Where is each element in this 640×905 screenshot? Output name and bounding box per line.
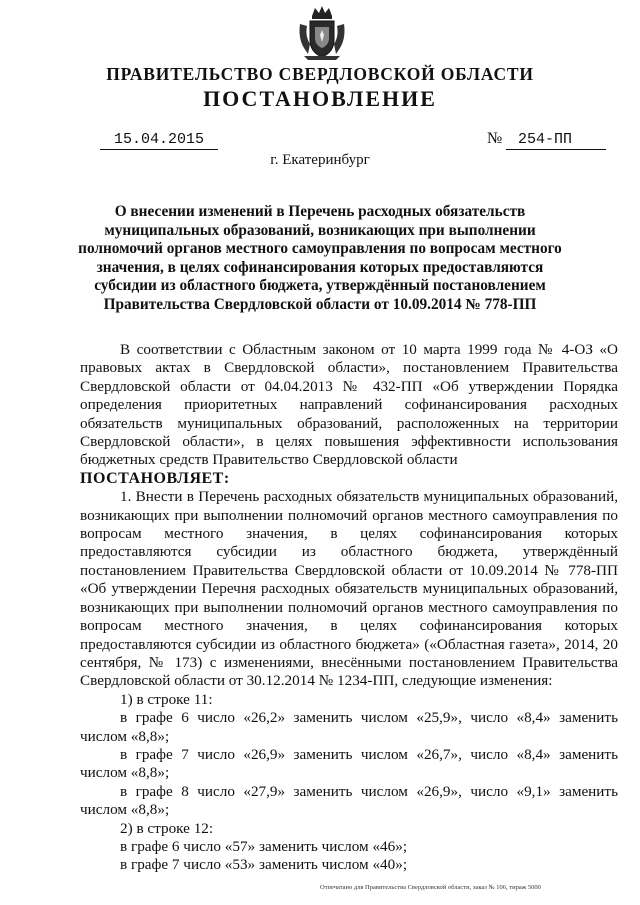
subitem-2-change-a: в графе 6 число «57» заменить числом «46»;: [120, 837, 408, 855]
number-sign: №: [487, 130, 503, 147]
item-1-paragraph: 1. Внести в Перечень расходных обязательств муниципальных образований, возникающих при выполнении полномочий органов местного самоуправления по вопросам местного значения, в целях софинансирования которых предоставляются субсидии из областного бюджета, утверждённый постановлением Правительства Свердловской области от 10.09.2014 № 778-ПП «Об утверждении Перечня расходных обязательств муниципальных образований, возникающих при выполнении полномочий органов местного самоуправления по вопросам местного значения, в целях софинансирования которых предоставляются субсидии из областного бюджета» («Областная газета», 2014, 20 сентября, № 173) с изменениями, внесёнными постановлением Правительства Свердловской области от 30.12.2014 № 1234-ПП, следующие изменения:: [80, 488, 618, 690]
document-number: 254-ПП: [506, 131, 606, 150]
subitem-2-change-b: в графе 7 число «53» заменить числом «40»;: [120, 856, 408, 874]
subitem-2-heading: 2) в строке 12:: [120, 819, 214, 837]
subitem-1-heading: 1) в строке 11:: [120, 690, 213, 708]
city: г. Екатеринбург: [270, 152, 370, 168]
resolves-heading: ПОСТАНОВЛЯЕТ:: [80, 469, 230, 487]
document-title: О внесении изменений в Перечень расходных обязательств муниципальных образований, возникающих при выполнении полномочий органов местного самоуправления по вопросам местного значения, в целях софинансирования которых предоставляются субсидии из областного бюджета, утверждённый постановлением Правительства Свердловской области от 10.09.2014 № 778-ПП: [78, 203, 562, 313]
print-footer: Отпечатано для Правительства Свердловской области, заказ № 106, тираж 5000: [320, 884, 541, 891]
document-body: [80, 341, 618, 875]
document-date: 15.04.2015: [100, 131, 218, 150]
coat-of-arms-icon: [296, 4, 348, 62]
subitem-1-change-a: в графе 6 число «26,2» заменить числом «25,9», число «8,4» заменить числом «8,8»;: [80, 709, 618, 745]
organization-name: ПРАВИТЕЛЬСТВО СВЕРДЛОВСКОЙ ОБЛАСТИ: [106, 64, 534, 84]
preamble-paragraph: В соответствии с Областным законом от 10 марта 1999 года № 4-ОЗ «О правовых актах в Свердловской области», постановлением Правительства Свердловской области от 04.04.2013 № 432-ПП «Об утверждении Порядка определения приоритетных направлений софинансирования расходных обязательств муниципальных образований, расположенных на территории Свердловской области», в целях повышения эффективности использования бюджетных средств Правительство Свердловской области: [80, 341, 618, 469]
subitem-1-change-c: в графе 8 число «27,9» заменить числом «26,9», число «9,1» заменить числом «8,8»;: [80, 782, 618, 819]
document-type: ПОСТАНОВЛЕНИЕ: [203, 86, 437, 111]
subitem-1-change-b: в графе 7 число «26,9» заменить числом «26,7», число «8,4» заменить числом «8,8»;: [80, 745, 618, 782]
